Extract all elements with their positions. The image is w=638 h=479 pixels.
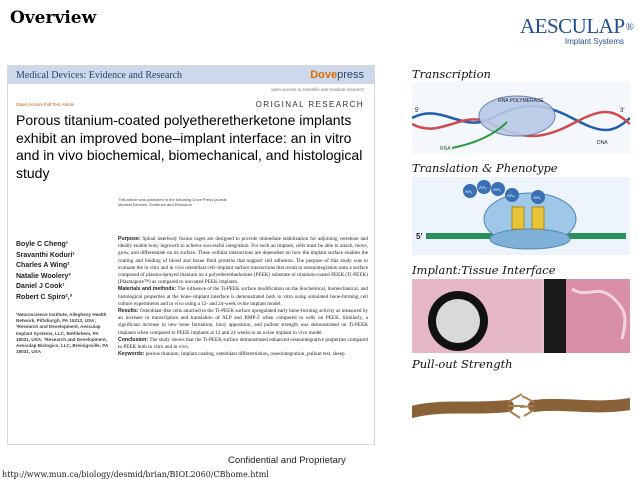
source-url: http://www.mun.ca/biology/desmid/brian/BIOL2060/CBhome.html: [2, 470, 269, 479]
caption-pullout: Pull-out Strength: [412, 357, 513, 371]
abstract-conclusion-text: The study shows that the Ti-PEEK surface demonstrated enhanced osseointegrative properties compared to PEEK both in vitro and in vivo.: [118, 336, 369, 351]
transcription-diagram: [412, 82, 630, 154]
translation-diagram: [412, 177, 630, 255]
subline-right: open access to scientific and medical research: [270, 87, 364, 92]
abstract-results: [118, 308, 368, 337]
abstract-purpose-text: Spinal interbody fusion cages are designed to provide immediate stabilization for adjoining vertebrae and ideally enable bony ingrowth to achieve successful integration. For such an implant, cells must be able to attach, move, grow, and differentiate on its surface. These cellular interactions are dependent on how the implant surface enables the coating and binding of blood and tissue fluid proteins that support cell adhesion. The purpose of this study was to evaluate the in vitro and in vivo osteoblast cell–implant surface interactions that result in osseointegration onto a surface composed of plasma-sprayed titanium on a polyetheretherketone (PEEK) substrate or titanium-coated PEEK (Ti-PEEK) (Plasmapore™) as compared to uncoated PEEK implants.: [118, 236, 368, 286]
implant-core: [436, 299, 480, 343]
histology-images: [412, 279, 630, 353]
implant-edge: [544, 279, 566, 353]
publisher-bold: Dove: [310, 69, 338, 81]
rope-right: [534, 404, 630, 406]
abstract: [118, 236, 368, 358]
rope-svg: [412, 374, 630, 436]
aa-label: AA₃: [493, 187, 501, 192]
journal-band: [8, 66, 374, 84]
abstract-conclusion: [118, 337, 368, 351]
slide-title: Overview: [10, 8, 97, 28]
author: Sravanthi Koduri¹: [16, 251, 75, 259]
aa-label: AA₂: [479, 185, 487, 190]
strand-5-label: 5': [415, 108, 420, 114]
caption-translation: Translation & Phenotype: [412, 161, 558, 175]
dna-label: DNA: [597, 140, 608, 146]
publication-note-line-2: Medical Devices: Evidence and Research: [118, 202, 192, 207]
confidential-note: Confidential and Proprietary: [228, 455, 346, 466]
affiliations: ¹Neuroscience Institute, Allegheny Health Network, Pittsburgh, PA 15212, USA; ²Research and Development, Aesculap Implant Systems, LLC, Bethlehem, PA 18031, USA; ³Research and Development, Aesculap Biologics, LLC, Breinigsville, PA 18031, USA: [16, 312, 109, 355]
caption-transcription: Transcription: [412, 67, 491, 81]
abstract-results-text: Osteoblast-like cells attached to the Ti-PEEK surface upregulated early bone-forming activity as measured by an increase in transcription and translation of ALP and BMP-2 when compared to cells on PEEK. Similarly, a significant increase in new bone formation, bony apposition, and pullout strength was demonstrated on Ti-PEEK implants when compared to PEEK implants at 12 and 24 weeks in an ovine implant in vivo model.: [118, 308, 369, 336]
ribosome-small: [490, 229, 570, 249]
logo-subtitle: Implant Systems: [564, 37, 624, 46]
paper-title: Porous titanium-coated polyetheretherketone implants exhibit an improved bone–implant interface: an in vitro and in vivo biochemical, biomechanical, and histological study: [16, 112, 363, 181]
abstract-conclusion-label: Conclusion:: [118, 336, 148, 343]
strand-3-label: 3': [620, 108, 625, 114]
author: Daniel J Cook¹: [16, 283, 65, 291]
abstract-keywords-text: porous titanium, implant coating, osteoblast differentiation, osseointegration, pullout test, sheep: [145, 351, 345, 358]
mrna-5-label: 5': [416, 232, 423, 241]
author: Charles A Wing²: [16, 262, 70, 270]
abstract-purpose: [118, 236, 368, 286]
aa-label: AA₄: [507, 193, 515, 198]
logo-wordmark: [520, 14, 634, 39]
abstract-keywords: [118, 351, 368, 358]
rope-left: [412, 406, 508, 412]
author-list: [16, 240, 111, 304]
logo-text: AESCULAP: [520, 14, 625, 38]
rna-label: RNA: [440, 146, 451, 152]
aesculap-logo: [520, 14, 634, 46]
rope-image: [412, 374, 630, 436]
journal-name: Medical Devices: Evidence and Research: [16, 70, 183, 81]
trna-1: [512, 207, 524, 229]
publication-note-line-1: This article was published in the following Dove Press journal:: [118, 197, 228, 202]
publication-note: [118, 197, 248, 207]
histology-svg: [412, 279, 630, 353]
author: Robert C Spiro²,³: [16, 293, 72, 301]
section-label: ORIGINAL RESEARCH: [255, 100, 364, 109]
publisher-rest: press: [337, 69, 364, 81]
aa-label: AA₁: [465, 189, 473, 194]
translation-svg: [412, 177, 630, 255]
abstract-methods-label: Materials and methods:: [118, 286, 177, 293]
abstract-purpose-label: Purpose:: [118, 236, 141, 242]
trna-2: [532, 207, 544, 229]
author: Natalie Woolery³: [16, 272, 71, 280]
abstract-results-label: Results:: [118, 308, 139, 315]
caption-implant: Implant:Tissue Interface: [412, 263, 556, 277]
rna-polymerase-label: RNA POLYMERASE: [498, 98, 544, 104]
rope-fray: [508, 394, 534, 418]
abstract-keywords-label: Keywords:: [118, 351, 145, 358]
publisher-logo: [310, 69, 364, 81]
journal-subline: [8, 84, 374, 94]
paper-screenshot: [8, 66, 374, 444]
transcription-svg: [412, 82, 630, 154]
abstract-methods: [118, 286, 368, 308]
abstract-methods-text: The influence of the Ti-PEEK surface modification on the biochemical, biomechanical, and histological properties at the bone–implant interface is demonstrated both in vitro using simulated bone-forming cell culture experiments and in vivo using a 12- and 24-week ovine implant model.: [118, 286, 368, 307]
aa-label: AA₅: [533, 195, 541, 200]
author: Boyle C Cheng¹: [16, 241, 69, 248]
logo-registered-mark: ®: [625, 20, 634, 33]
open-access-label: Open Access Full Text Article: [16, 102, 74, 107]
